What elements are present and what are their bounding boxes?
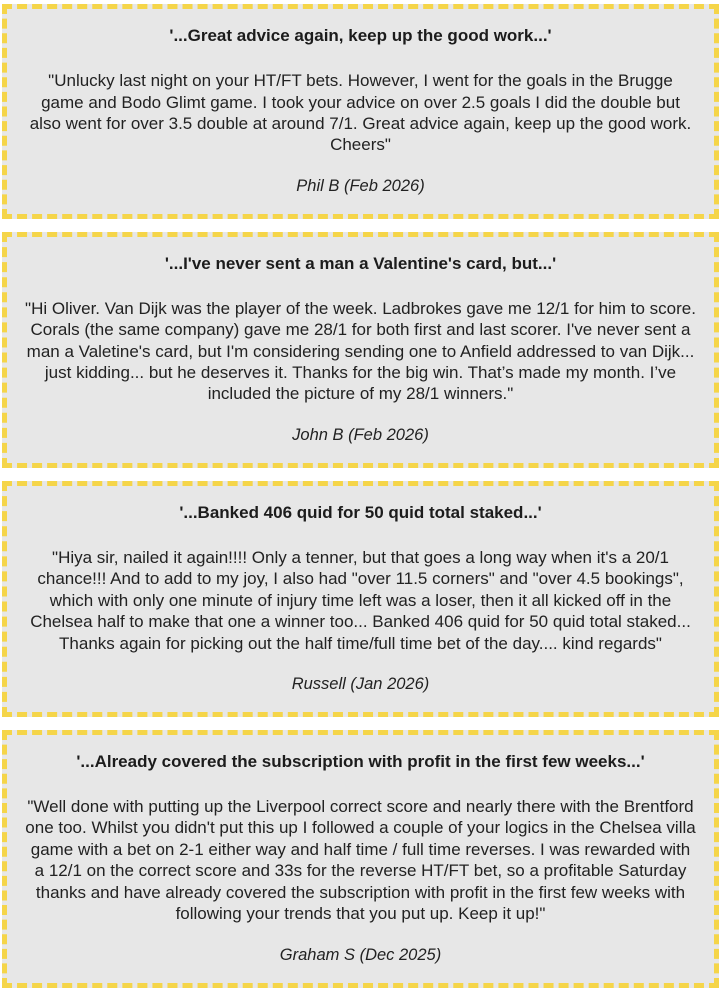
testimonial-quote: "Hiya sir, nailed it again!!!! Only a tenner, but that goes a long way when it's a 20/1 chance!!! And to add to my joy, I also had "over 11.5 corners" and "over 4.5 bookings", which with only one minute of injury time left was a loser, then it all kicked off in the Chelsea half to make that one a winner too... Banked 406 quid for 50 quid total staked... Thanks again for picking out the half time/full time bet of the day.... kind regards" — [30, 547, 691, 653]
testimonial-quote: "Hi Oliver. Van Dijk was the player of the week. Ladbrokes gave me 12/1 for him to score. Corals (the same company) gave me 28/1 for both first and last scorer. I've never sent a man a Valetine's card, but I'm considering sending one to Anfield addressed to van Dijk... just kidding... but he deserves it. Thanks for the big win. That’s made my month. I’ve included the picture of my 28/1 winners." — [25, 298, 696, 404]
testimonial-card — [2, 481, 719, 717]
testimonial-quote: "Unlucky last night on your HT/FT bets. However, I went for the goals in the Brugge game and Bodo Glimt game. I took your advice on over 2.5 goals I did the double but also went for over 3.5 double at around 7/1. Great advice again, keep up the good work. Cheers" — [29, 71, 692, 155]
testimonial-title: '...Already covered the subscription with profit in the first few weeks...' — [76, 751, 645, 771]
testimonial-card — [2, 4, 719, 219]
testimonial-card — [2, 730, 719, 988]
testimonial-attribution: John B (Feb 2026) — [292, 425, 429, 444]
testimonial-quote: "Well done with putting up the Liverpool correct score and nearly there with the Brentford one too. Whilst you didn't put this up I followed a couple of your logics in the Chelsea villa game with a bet on 2-1 either way and half time / full time reverses. I was rewarded with a 12/1 on the correct score and 33s for the reverse HT/FT bet, so a profitable Saturday thanks and have already covered the subscription with profit in the first few weeks with following your trends that you put up. Keep it up!" — [25, 797, 696, 924]
testimonial-title: '...Great advice again, keep up the good work...' — [169, 26, 552, 45]
testimonial-attribution: Graham S (Dec 2025) — [279, 945, 442, 964]
testimonial-attribution: Phil B (Feb 2026) — [296, 176, 425, 195]
testimonial-card — [2, 232, 719, 468]
testimonials-section — [2, 4, 719, 988]
testimonial-attribution: Russell (Jan 2026) — [291, 674, 430, 693]
testimonial-title: '...Banked 406 quid for 50 quid total staked...' — [179, 502, 542, 522]
testimonial-title: '...I've never sent a man a Valentine's card, but...' — [164, 253, 557, 273]
